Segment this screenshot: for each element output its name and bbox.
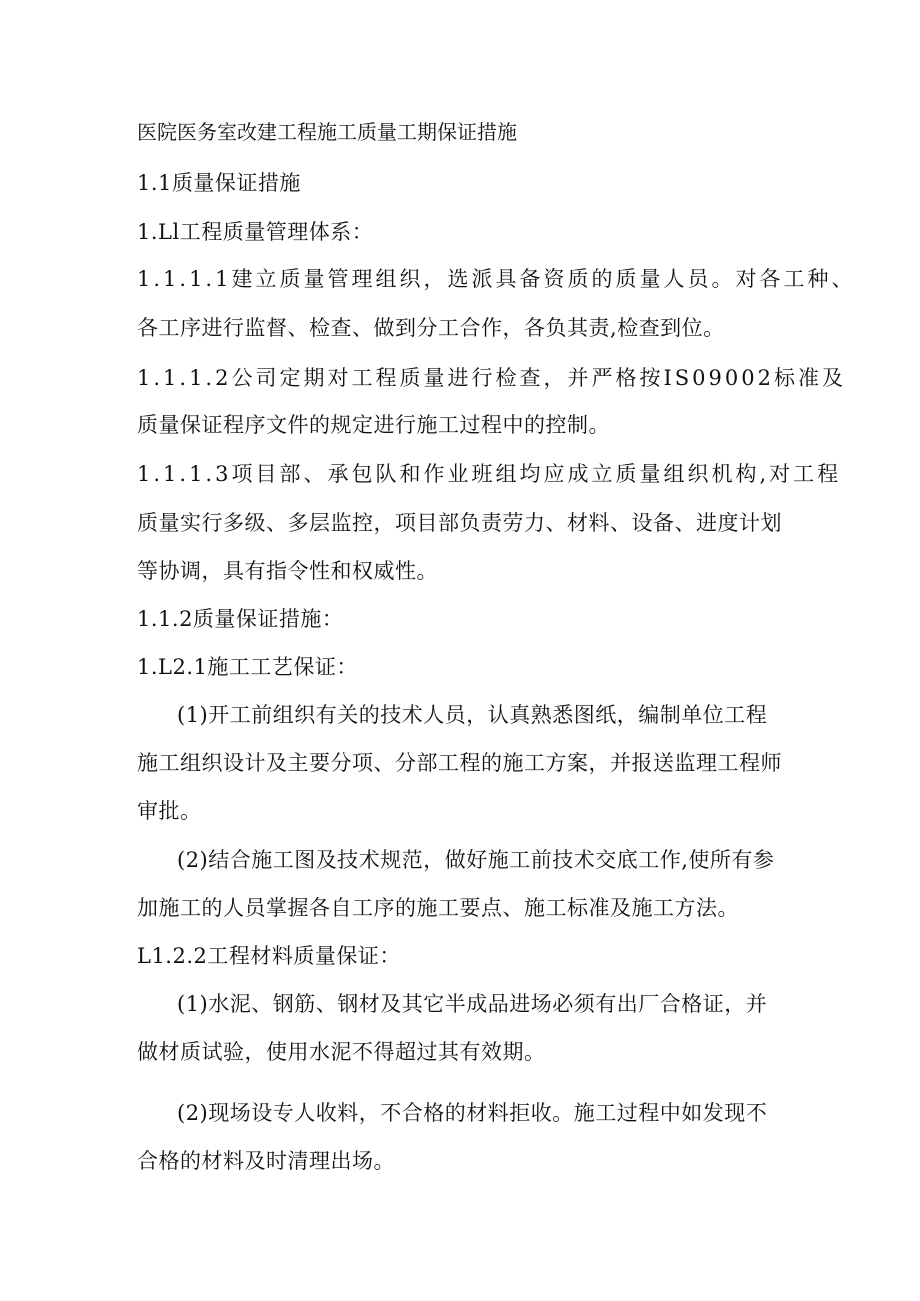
document-title: 医院医务室改建工程施工质量工期保证措施 (137, 120, 517, 144)
section-heading-1-1-2-1: 1.L2.1施工工艺保证： (137, 655, 358, 679)
paragraph-1-1-1-1-line-2: 各工序进行监督、检查、做到分工合作，各负其责,检查到位。 (137, 316, 725, 340)
paragraph-1-1-1-3-line-2: 质量实行多级、多层监控，项目部负责劳力、材料、设备、进度计划 (137, 511, 782, 535)
section-heading-1-1-1: 1.Ll工程质量管理体系： (137, 220, 374, 244)
section-heading-1-1-2-2: L1.2.2工程材料质量保证： (137, 944, 401, 968)
material-item-1-line-1: (1)水泥、钢筋、钢材及其它半成品进场必须有出厂合格证，并 (177, 992, 768, 1016)
material-item-2-line-2: 合格的材料及时清理出场。 (137, 1149, 395, 1173)
process-item-2-line-1: (2)结合施工图及技术规范，做好施工前技术交底工作,使所有参 (177, 848, 775, 872)
process-item-1-line-3: 审批。 (137, 799, 202, 823)
section-heading-1-1-2: 1.1.2质量保证措施： (137, 607, 344, 631)
paragraph-1-1-1-2-line-2: 质量保证程序文件的规定进行施工过程中的控制。 (137, 413, 610, 437)
section-heading-1-1: 1.1质量保证措施 (137, 171, 301, 195)
process-item-1-line-1: (1)开工前组织有关的技术人员，认真熟悉图纸，编制单位工程 (177, 703, 768, 727)
paragraph-1-1-1-2-line-1: 1.1.1.2公司定期对工程质量进行检查，并严格按IS09002标准及 (137, 366, 846, 390)
paragraph-1-1-1-3-line-1: 1.1.1.3项目部、承包队和作业班组均应成立质量组织机构,对工程 (137, 462, 842, 486)
material-item-1-line-2: 做材质试验，使用水泥不得超过其有效期。 (137, 1040, 546, 1064)
process-item-1-line-2: 施工组织设计及主要分项、分部工程的施工方案，并报送监理工程师 (137, 751, 782, 775)
material-item-2-line-1: (2)现场设专人收料，不合格的材料拒收。施工过程中如发现不 (177, 1101, 768, 1125)
process-item-2-line-2: 加施工的人员掌握各自工序的施工要点、施工标准及施工方法。 (137, 896, 739, 920)
paragraph-1-1-1-1-line-1: 1.1.1.1建立质量管理组织，选派具备资质的质量人员。对各工种、 (137, 267, 856, 291)
paragraph-1-1-1-3-line-3: 等协调，具有指令性和权威性。 (137, 559, 438, 583)
